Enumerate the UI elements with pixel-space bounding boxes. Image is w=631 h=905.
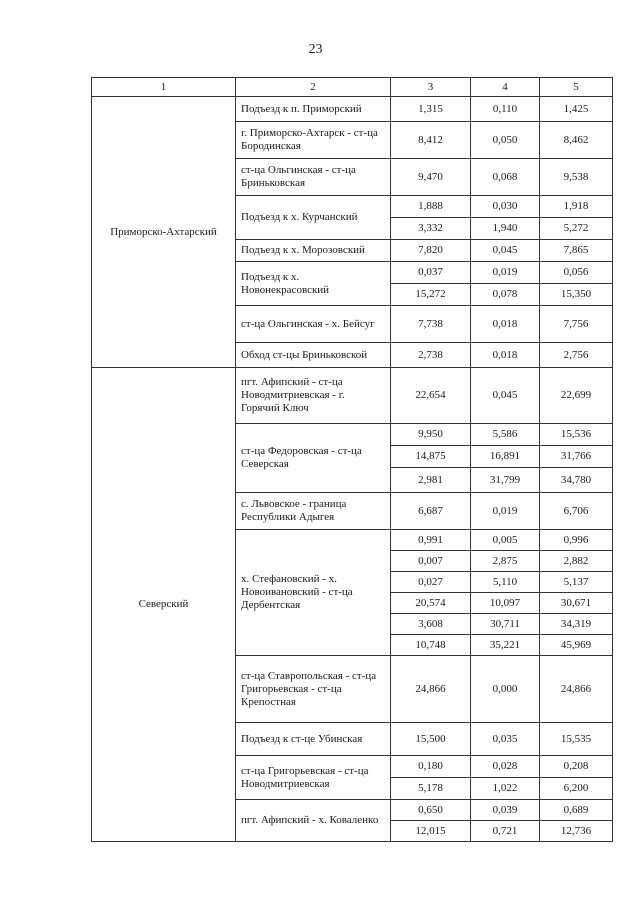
- road-name-cell: ст-ца Григорьевская - ст-ца Новодмитриевская: [236, 756, 391, 800]
- value-cell: 22,699: [540, 368, 613, 424]
- value-cell: 31,766: [540, 446, 613, 468]
- value-cell: 0,721: [471, 821, 540, 842]
- value-cell: 0,068: [471, 159, 540, 196]
- road-name-cell: Подъезд к х. Морозовский: [236, 240, 391, 262]
- column-header: 4: [471, 78, 540, 97]
- value-cell: 15,272: [391, 284, 471, 306]
- road-name-cell: Подъезд к ст-це Убинская: [236, 723, 391, 756]
- value-cell: 7,820: [391, 240, 471, 262]
- value-cell: 10,748: [391, 635, 471, 656]
- value-cell: 15,535: [540, 723, 613, 756]
- value-cell: 6,706: [540, 493, 613, 530]
- road-name-cell: г. Приморско-Ахтарск - ст-ца Бородинская: [236, 122, 391, 159]
- value-cell: 6,200: [540, 778, 613, 800]
- value-cell: 20,574: [391, 593, 471, 614]
- value-cell: 2,756: [540, 343, 613, 368]
- value-cell: 6,687: [391, 493, 471, 530]
- value-cell: 1,022: [471, 778, 540, 800]
- road-name-cell: пгт. Афипский - ст-ца Новодмитриевская - г. Горячий Ключ: [236, 368, 391, 424]
- value-cell: 0,045: [471, 240, 540, 262]
- region-cell: Приморско-Ахтарский: [92, 97, 236, 368]
- value-cell: 2,875: [471, 551, 540, 572]
- value-cell: 0,007: [391, 551, 471, 572]
- road-name-cell: с. Львовское - граница Республики Адыгея: [236, 493, 391, 530]
- value-cell: 0,037: [391, 262, 471, 284]
- value-cell: 0,050: [471, 122, 540, 159]
- value-cell: 30,671: [540, 593, 613, 614]
- value-cell: 5,110: [471, 572, 540, 593]
- value-cell: 0,030: [471, 196, 540, 218]
- value-cell: 12,736: [540, 821, 613, 842]
- value-cell: 10,097: [471, 593, 540, 614]
- value-cell: 7,756: [540, 306, 613, 343]
- value-cell: 0,018: [471, 306, 540, 343]
- road-name-cell: Подъезд к х. Курчанский: [236, 196, 391, 240]
- page-number: 23: [308, 42, 323, 57]
- value-cell: 7,865: [540, 240, 613, 262]
- value-cell: 15,500: [391, 723, 471, 756]
- road-name-cell: ст-ца Ставропольская - ст-ца Григорьевская - ст-ца Крепостная: [236, 656, 391, 723]
- column-header: 1: [92, 78, 236, 97]
- table-row: [92, 368, 613, 424]
- value-cell: 14,875: [391, 446, 471, 468]
- value-cell: 0,019: [471, 262, 540, 284]
- value-cell: 0,005: [471, 530, 540, 551]
- value-cell: 12,015: [391, 821, 471, 842]
- value-cell: 1,888: [391, 196, 471, 218]
- value-cell: 0,035: [471, 723, 540, 756]
- value-cell: 0,110: [471, 97, 540, 122]
- roads-table: [91, 77, 613, 842]
- column-header: 5: [540, 78, 613, 97]
- value-cell: 9,950: [391, 424, 471, 446]
- value-cell: 22,654: [391, 368, 471, 424]
- value-cell: 0,689: [540, 800, 613, 821]
- value-cell: 0,018: [471, 343, 540, 368]
- road-name-cell: ст-ца Федоровская - ст-ца Северская: [236, 424, 391, 493]
- column-header: 2: [236, 78, 391, 97]
- value-cell: 0,208: [540, 756, 613, 778]
- value-cell: 16,891: [471, 446, 540, 468]
- value-cell: 1,940: [471, 218, 540, 240]
- road-name-cell: х. Стефановский - х. Новоивановский - ст-ца Дербентская: [236, 530, 391, 656]
- value-cell: 30,711: [471, 614, 540, 635]
- value-cell: 7,738: [391, 306, 471, 343]
- value-cell: 0,027: [391, 572, 471, 593]
- value-cell: 35,221: [471, 635, 540, 656]
- value-cell: 0,039: [471, 800, 540, 821]
- value-cell: 2,981: [391, 468, 471, 493]
- region-cell: Северский: [92, 368, 236, 842]
- value-cell: 8,462: [540, 122, 613, 159]
- value-cell: 1,425: [540, 97, 613, 122]
- value-cell: 0,180: [391, 756, 471, 778]
- value-cell: 0,078: [471, 284, 540, 306]
- value-cell: 5,586: [471, 424, 540, 446]
- value-cell: 9,470: [391, 159, 471, 196]
- road-name-cell: пгт. Афипский - х. Коваленко: [236, 800, 391, 842]
- value-cell: 15,536: [540, 424, 613, 446]
- value-cell: 45,969: [540, 635, 613, 656]
- value-cell: 31,799: [471, 468, 540, 493]
- table-header-row: [92, 78, 613, 97]
- value-cell: 24,866: [391, 656, 471, 723]
- road-name-cell: Подъезд к п. Приморский: [236, 97, 391, 122]
- value-cell: 3,332: [391, 218, 471, 240]
- value-cell: 2,738: [391, 343, 471, 368]
- value-cell: 9,538: [540, 159, 613, 196]
- road-name-cell: Подъезд к х. Новонекрасовский: [236, 262, 391, 306]
- value-cell: 8,412: [391, 122, 471, 159]
- table-row: [92, 97, 613, 122]
- value-cell: 0,019: [471, 493, 540, 530]
- road-name-cell: Обход ст-цы Бриньковской: [236, 343, 391, 368]
- value-cell: 5,272: [540, 218, 613, 240]
- column-header: 3: [391, 78, 471, 97]
- value-cell: 0,045: [471, 368, 540, 424]
- value-cell: 0,056: [540, 262, 613, 284]
- road-name-cell: ст-ца Ольгинская - ст-ца Бриньковская: [236, 159, 391, 196]
- value-cell: 0,000: [471, 656, 540, 723]
- value-cell: 0,991: [391, 530, 471, 551]
- road-name-cell: ст-ца Ольгинская - х. Бейсуг: [236, 306, 391, 343]
- value-cell: 3,608: [391, 614, 471, 635]
- value-cell: 5,137: [540, 572, 613, 593]
- value-cell: 1,918: [540, 196, 613, 218]
- value-cell: 2,882: [540, 551, 613, 572]
- value-cell: 24,866: [540, 656, 613, 723]
- value-cell: 0,996: [540, 530, 613, 551]
- value-cell: 0,650: [391, 800, 471, 821]
- value-cell: 1,315: [391, 97, 471, 122]
- value-cell: 0,028: [471, 756, 540, 778]
- value-cell: 5,178: [391, 778, 471, 800]
- value-cell: 34,319: [540, 614, 613, 635]
- value-cell: 15,350: [540, 284, 613, 306]
- value-cell: 34,780: [540, 468, 613, 493]
